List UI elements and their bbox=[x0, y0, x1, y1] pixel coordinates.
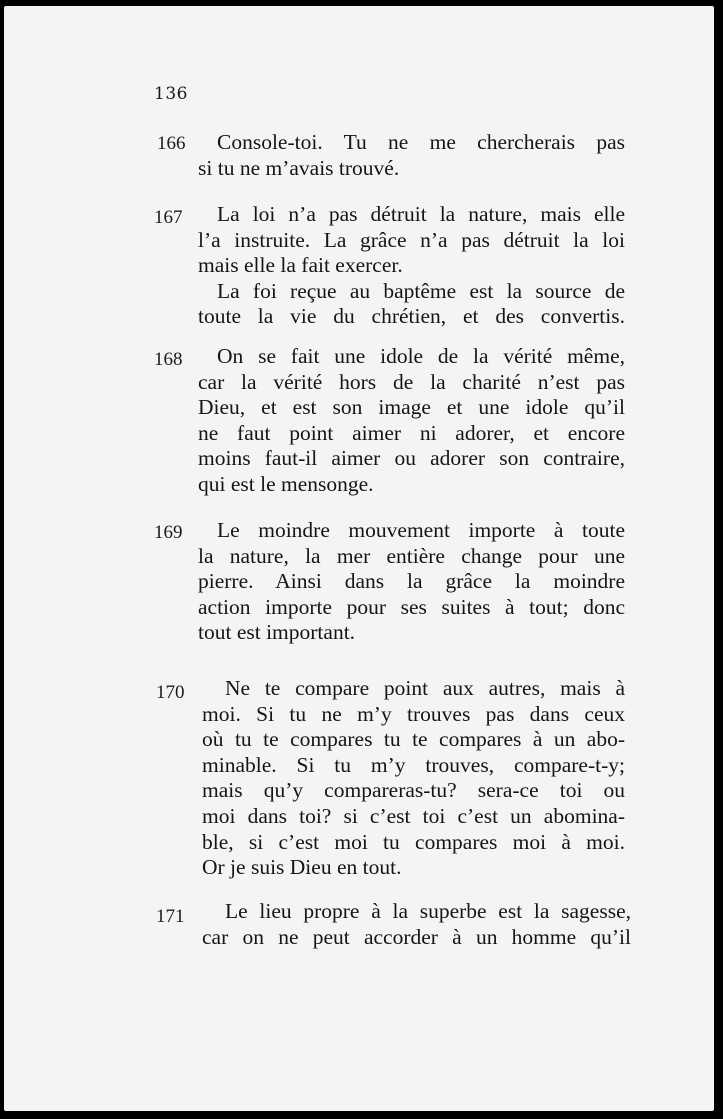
text-line: car on ne peut accorder à un homme qu’il bbox=[202, 924, 631, 949]
text-line: mais qu’y compareras-tu? sera-ce toi ou bbox=[202, 778, 625, 803]
fragment-166 bbox=[198, 130, 625, 181]
book-page bbox=[4, 6, 714, 1111]
page-number: 136 bbox=[154, 84, 188, 104]
fragment-171 bbox=[202, 899, 631, 950]
text-line: mais elle la fait exercer. bbox=[198, 253, 403, 278]
text-line: Le lieu propre à la superbe est la sagesse, bbox=[225, 899, 631, 923]
text-line: Ne te compare point aux autres, mais à bbox=[225, 676, 625, 700]
fragment-number: 167 bbox=[154, 207, 183, 228]
text-line: moi. Si tu ne m’y trouves pas dans ceux bbox=[202, 701, 625, 726]
text-line: ble, si c’est moi tu compares moi à moi. bbox=[202, 829, 625, 854]
text-line: Le moindre mouvement importe à toute bbox=[217, 518, 625, 542]
fragment-169 bbox=[198, 518, 625, 646]
fragment-number: 170 bbox=[156, 682, 185, 703]
text-line: tout est important. bbox=[198, 620, 356, 645]
fragment-number: 166 bbox=[157, 133, 186, 154]
fragment-167 bbox=[198, 202, 625, 330]
fragment-number: 169 bbox=[154, 522, 183, 543]
text-line: Dieu, et est son image et une idole qu’il bbox=[198, 395, 625, 420]
text-line: moi dans toi? si c’est toi c’est un abomina- bbox=[202, 803, 625, 828]
text-line: l’a instruite. La grâce n’a pas détruit la loi bbox=[198, 227, 625, 252]
text-line: toute la vie du chrétien, et des convertis. bbox=[198, 304, 625, 329]
text-line: moins faut-il aimer ou adorer son contraire, bbox=[198, 446, 625, 471]
text-line: minable. Si tu m’y trouves, compare-t-y; bbox=[202, 752, 625, 777]
text-line: La foi reçue au baptême est la source de bbox=[217, 278, 625, 303]
fragment-170 bbox=[202, 676, 625, 881]
text-line: La loi n’a pas détruit la nature, mais elle bbox=[217, 202, 625, 226]
text-line: pierre. Ainsi dans la grâce la moindre bbox=[198, 569, 625, 594]
text-line: ne faut point aimer ni adorer, et encore bbox=[198, 420, 625, 445]
text-line: Or je suis Dieu en tout. bbox=[202, 855, 402, 880]
text-line: qui est le mensonge. bbox=[198, 471, 374, 496]
text-line: car la vérité hors de la charité n’est pas bbox=[198, 369, 625, 394]
text-line: Console-toi. Tu ne me chercherais pas bbox=[217, 130, 625, 154]
text-line: si tu ne m’avais trouvé. bbox=[198, 155, 400, 180]
fragment-number: 168 bbox=[154, 349, 183, 370]
fragment-number: 171 bbox=[156, 906, 185, 927]
text-line: action importe pour ses suites à tout; donc bbox=[198, 594, 625, 619]
text-line: On se fait une idole de la vérité même, bbox=[217, 344, 625, 368]
text-line: où tu te compares tu te compares à un abo- bbox=[202, 727, 625, 752]
fragment-168 bbox=[198, 344, 625, 498]
text-line: la nature, la mer entière change pour une bbox=[198, 543, 625, 568]
